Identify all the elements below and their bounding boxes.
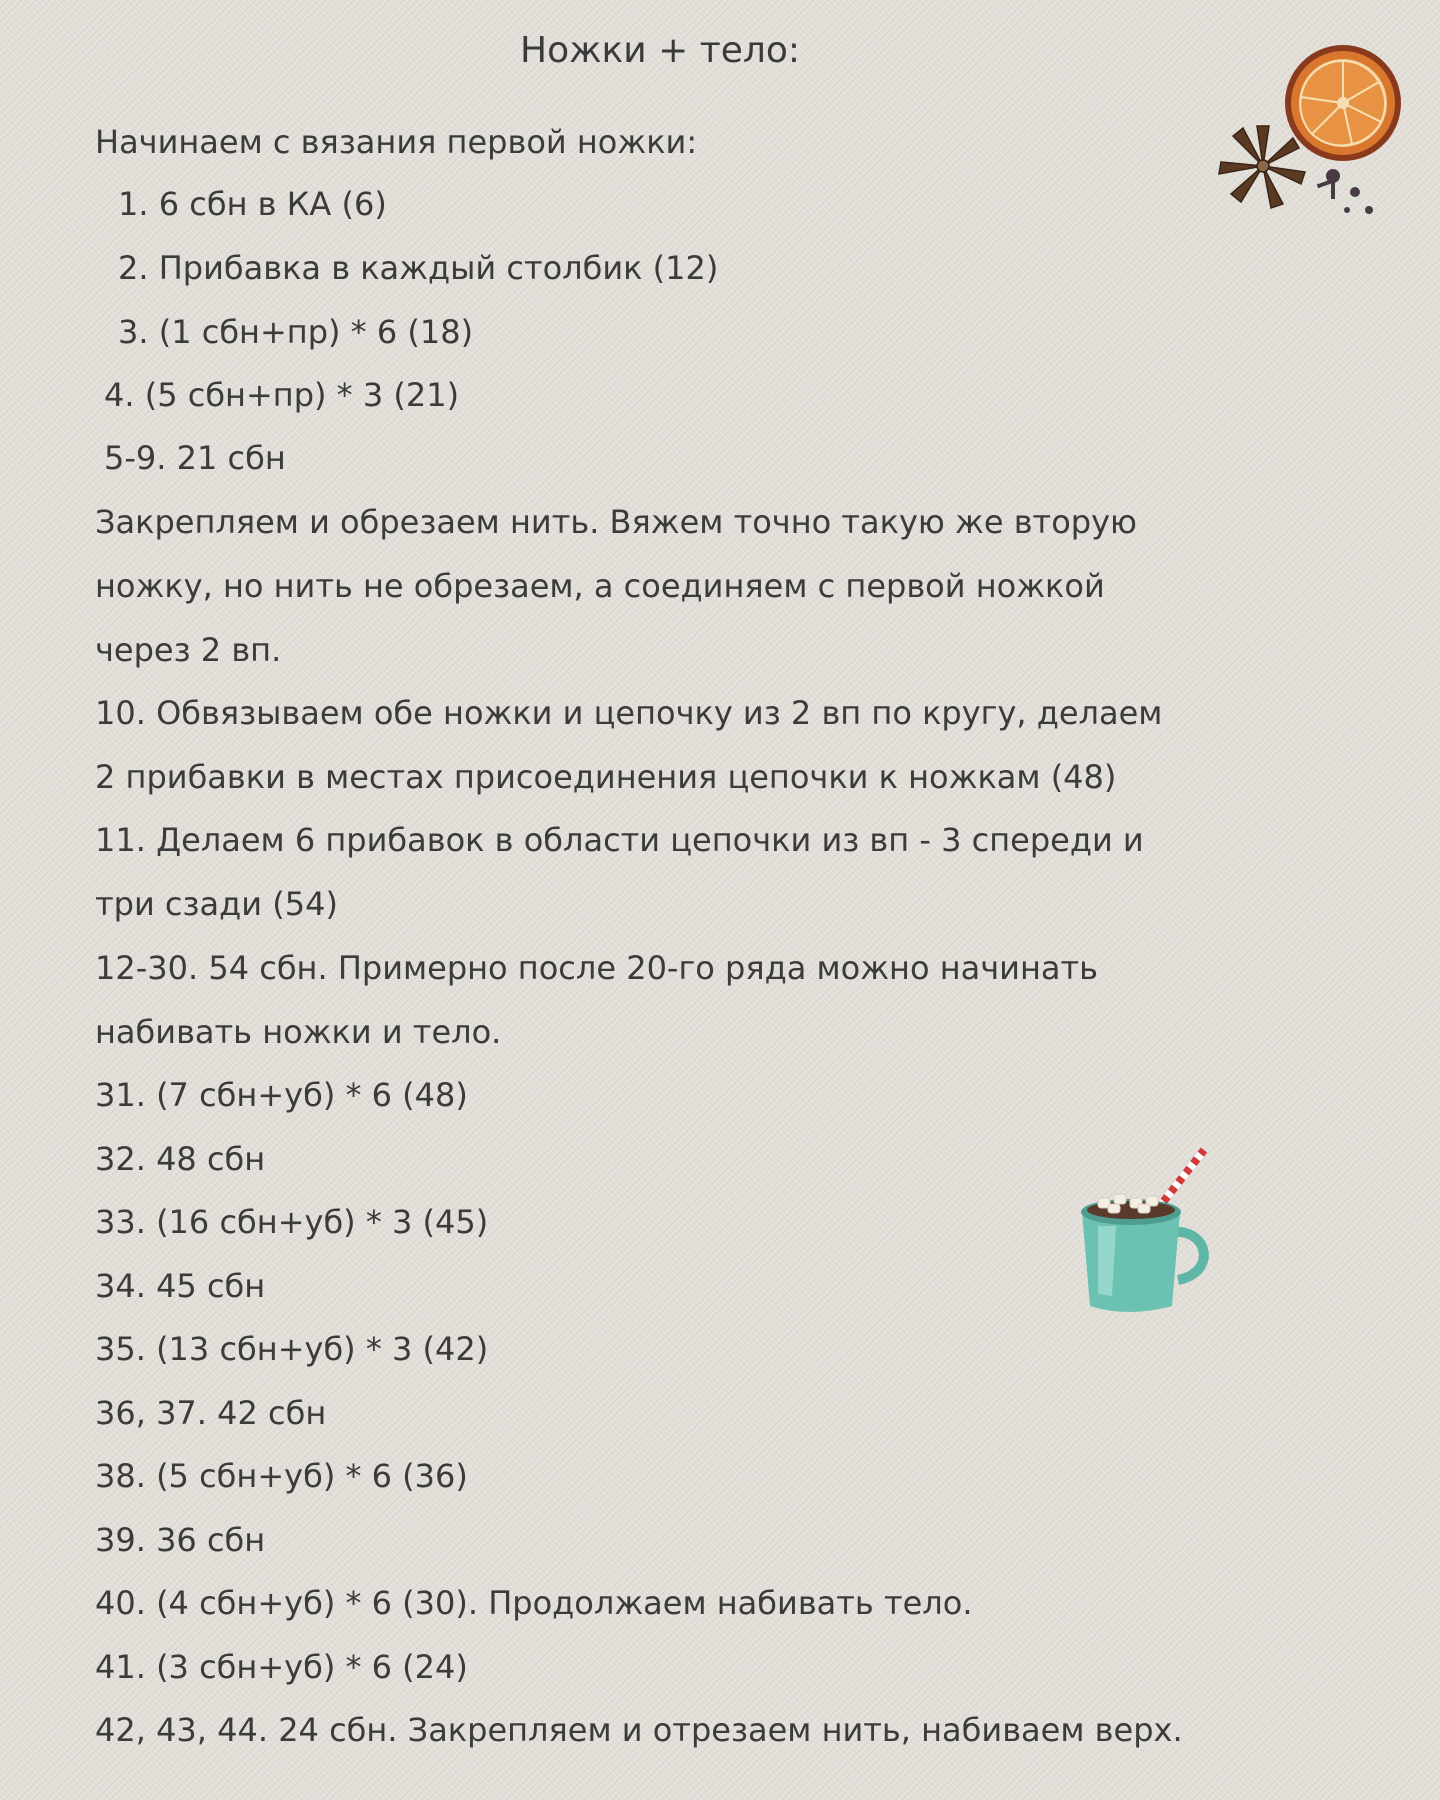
step-line: 40. (4 сбн+уб) * 6 (30). Продолжаем набивать тело. <box>95 1584 973 1622</box>
paragraph-line: через 2 вп. <box>95 631 282 669</box>
step-line: 2 прибавки в местах присоединения цепочки к ножкам (48) <box>95 758 1117 796</box>
step-line: 34. 45 сбн <box>95 1267 266 1305</box>
paragraph-line: Закрепляем и обрезаем нить. Вяжем точно такую же вторую <box>95 503 1137 541</box>
step-line: набивать ножки и тело. <box>95 1013 502 1051</box>
paragraph-line: ножку, но нить не обрезаем, а соединяем с первой ножкой <box>95 567 1105 605</box>
step-line: 12-30. 54 сбн. Примерно после 20-го ряда можно начинать <box>95 949 1098 987</box>
step-line: 36, 37. 42 сбн <box>95 1394 327 1432</box>
step-line: 33. (16 сбн+уб) * 3 (45) <box>95 1203 489 1241</box>
step-line: 5-9. 21 сбн <box>104 439 286 477</box>
step-line: 1. 6 сбн в КА (6) <box>118 185 387 223</box>
step-line: 31. (7 сбн+уб) * 6 (48) <box>95 1076 468 1114</box>
intro-text: Начинаем с вязания первой ножки: <box>95 123 698 161</box>
step-line: 2. Прибавка в каждый столбик (12) <box>118 249 719 287</box>
step-line: 41. (3 сбн+уб) * 6 (24) <box>95 1648 468 1686</box>
page-title: Ножки + тело: <box>520 30 801 71</box>
mug-icon <box>1068 1146 1218 1316</box>
step-line: 38. (5 сбн+уб) * 6 (36) <box>95 1457 468 1495</box>
step-line: три сзади (54) <box>95 885 338 923</box>
step-line: 3. (1 сбн+пр) * 6 (18) <box>118 313 474 351</box>
star-anise-icon <box>1205 118 1385 228</box>
step-line: 4. (5 сбн+пр) * 3 (21) <box>104 376 460 414</box>
step-line: 10. Обвязываем обе ножки и цепочку из 2 вп по кругу, делаем <box>95 694 1163 732</box>
step-line: 39. 36 сбн <box>95 1521 266 1559</box>
step-line: 11. Делаем 6 прибавок в области цепочки из вп - 3 спереди и <box>95 821 1144 859</box>
step-line: 42, 43, 44. 24 сбн. Закрепляем и отрезаем нить, набиваем верх. <box>95 1711 1183 1749</box>
step-line: 35. (13 сбн+уб) * 3 (42) <box>95 1330 489 1368</box>
step-line: 32. 48 сбн <box>95 1140 266 1178</box>
